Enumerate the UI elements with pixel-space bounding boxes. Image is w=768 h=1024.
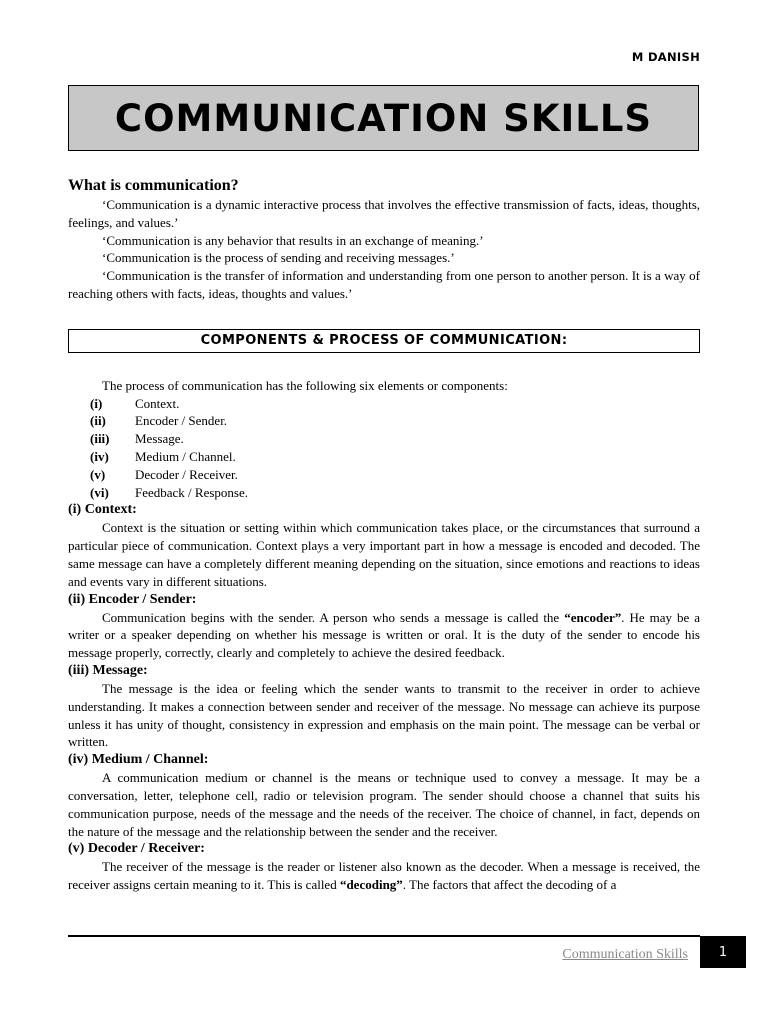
definition-2: ‘Communication is any behavior that results in an exchange of meaning.’ <box>102 232 484 248</box>
list-item: (ii) Encoder / Sender. <box>90 413 228 429</box>
decoder-term: “decoding” <box>339 877 403 893</box>
list-item: (iv) Medium / Channel. <box>90 448 236 464</box>
medium-text: A communication medium or channel is the means or technique used to convey a message. It may be a conversation, letter, telephone cell, radio or television program. The sender should choose a channel that suits his communication purpose, needs of the message and the needs of the receiver. The choice of channel, in fact, depends on the nature of the message and the relationship between the sender and the receiver. <box>68 770 700 839</box>
encoder-term: “encoder” <box>564 609 622 625</box>
components-heading: COMPONENTS & PROCESS OF COMMUNICATION: <box>200 332 568 348</box>
definition-4: ‘Communication is the transfer of information and understanding from one person to another person. It is a way of reaching others with facts, ideas, thoughts and values.’ <box>68 268 700 301</box>
decoder-text: The receiver of the message is the reader or listener also known as the decoder. When a message is received, the receiver assigns certain meaning to it. This is called “decoding”. The factors that affect the decoding of a <box>68 859 700 893</box>
components-intro: The process of communication has the following six elements or components: <box>102 377 508 393</box>
footer-title: Communication Skills <box>562 947 688 962</box>
medium-heading: (iv) Medium / Channel: <box>68 752 209 768</box>
list-item: (v) Decoder / Receiver. <box>90 466 238 482</box>
author-name: M DANISH <box>631 50 700 64</box>
context-text: Context is the situation or setting within which communication takes place, or the circumstances that surround a particular piece of communication. Context plays a very important part in how a message is encoded and decoded. The same message can have a completely different meaning depending on the situation, since emotions and reactions to ideas and events vary in different situations. <box>68 520 700 589</box>
definition-1: ‘Communication is a dynamic interactive process that involves the effective transmission of facts, ideas, thoughts, feelings, and values.’ <box>68 197 700 230</box>
what-is-heading: What is communication? <box>68 177 239 194</box>
message-text: The message is the idea or feeling which the sender wants to transmit to the receiver in order to achieve understanding. It makes a connection between sender and receiver of the message. No message can achieve its purpose unless it has unity of thought, consistency in expression and emphasis on the main point. The message can be verbal or written. <box>68 680 700 750</box>
page-number: 1 <box>700 936 746 968</box>
components-list <box>68 395 700 502</box>
list-item: (vi) Feedback / Response. <box>90 484 249 500</box>
components-section-banner <box>68 329 700 353</box>
footer-divider <box>68 935 700 937</box>
definition-3: ‘Communication is the process of sending and receiving messages.’ <box>102 250 455 266</box>
document-title: COMMUNICATION SKILLS <box>114 96 653 140</box>
document-body <box>68 176 700 894</box>
title-banner <box>68 85 699 151</box>
context-heading: (i) Context: <box>68 502 137 518</box>
decoder-heading: (v) Decoder / Receiver: <box>68 841 205 857</box>
message-heading: (iii) Message: <box>68 662 148 678</box>
list-item: (i) Context. <box>90 395 180 411</box>
encoder-text: Communication begins with the sender. A person who sends a message is called the “encoder”. He may be a writer or a speaker depending on whether his message is written or oral. It is the duty of the sender to encode his message properly, correctly, clearly and completely to achieve the desired feedback. <box>68 609 700 661</box>
list-item: (iii) Message. <box>90 431 184 447</box>
encoder-heading: (ii) Encoder / Sender: <box>68 591 197 607</box>
